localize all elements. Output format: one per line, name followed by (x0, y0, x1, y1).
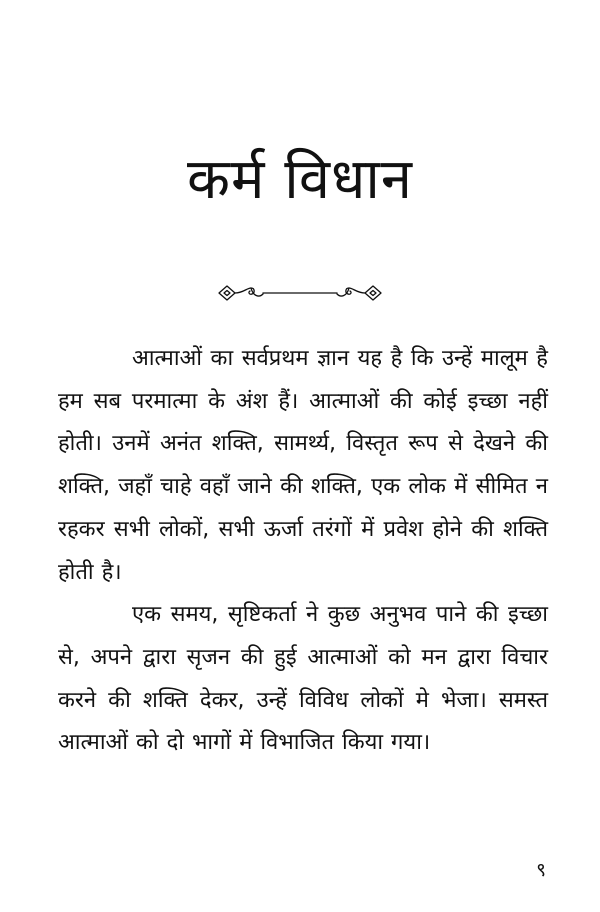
paragraph: आत्माओं का सर्वप्रथम ज्ञान यह है कि उन्हें मालूम है हम सब परमात्मा के अंश हैं। आत्माओं की कोई इच्छा नहीं होती। उनमें अनंत शक्ति, सामर्थ्य, विस्तृत रूप से देखने की शक्ति, जहाँ चाहे वहाँ जाने की शक्ति, एक लोक में सीमित न रहकर सभी लोकों, सभी ऊर्जा तरंगों में प्रवेश होने की शक्ति होती है। (58, 346, 548, 585)
paragraph: एक समय, सृष्टिकर्ता ने कुछ अनुभव पाने की इच्छा से, अपने द्वारा सृजन की हुई आत्माओं को मन द्वारा विचार करने की शक्ति देकर, उन्हें विविध लोकों मे भेजा। समस्त आत्माओं को दो भागों में विभाजित किया गया। (58, 602, 548, 756)
page-title: कर्म विधान (187, 147, 413, 212)
page-number: ९ (536, 859, 546, 881)
body-text (58, 338, 548, 765)
ornament-divider (217, 282, 383, 304)
